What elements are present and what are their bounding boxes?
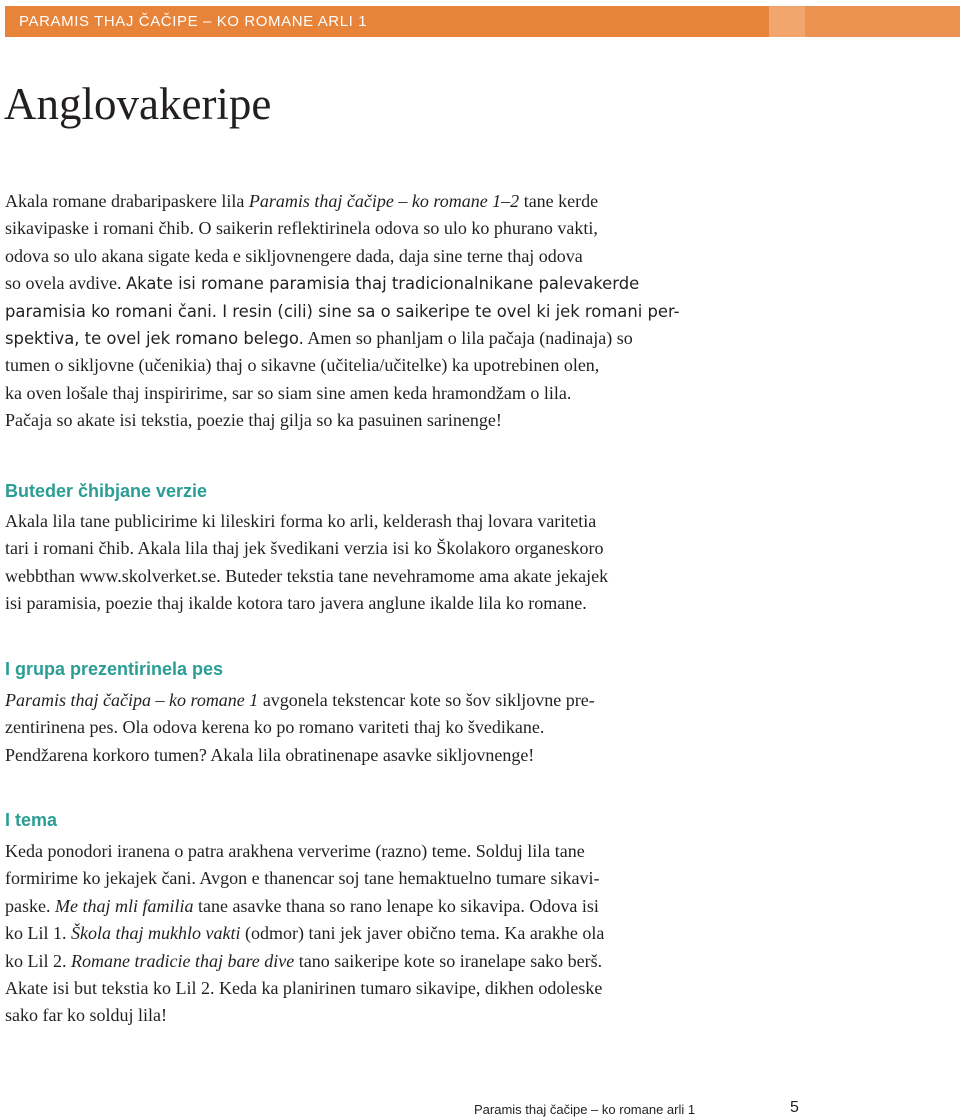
text-line: tari i romani čhib. Akala lila thaj jek švedikani verzia isi ko Školakoro organeskoro (5, 538, 604, 559)
page-title: Anglovakeripe (4, 79, 272, 129)
page-number: 5 (790, 1099, 799, 1116)
header-band (5, 6, 960, 37)
text-line: Keda ponodori iranena o patra arakhena ververime (razno) teme. Solduj lila tane (5, 841, 585, 861)
text-line: Akala lila tane publicirime ki lileskiri forma ko arli, kelderash thaj lovara varitetia (5, 511, 597, 531)
text-line: paramisia ko romani čani. I resin (cili) sine sa o saikeripe te ovel ki jek romani per- (5, 301, 680, 321)
text-line: isi paramisia, poezie thaj ikalde kotora taro javera anglune ikalde lila ko romane. (5, 593, 587, 614)
text-line: webbthan www.skolverket.se. Buteder tekstia tane nevehramome ama akate jekajek (5, 565, 609, 586)
text-line: odova so ulo akana sigate keda e sikljovnengere dada, daja sine terne thaj odova (5, 245, 583, 266)
header-running-title: PARAMIS THAJ ČAČIPE – KO ROMANE ARLI 1 (19, 13, 368, 30)
section-heading: I grupa prezentirinela pes (5, 659, 224, 679)
header-accent-block (769, 6, 805, 37)
header-accent-block (805, 6, 960, 37)
text-line: ko Lil 2. Romane tradicie thaj bare dive tano saikeripe kote so iranelape sako berš. (5, 950, 603, 971)
text-line: ko Lil 1. Škola thaj mukhlo vakti (odmor) tani jek javer obično tema. Ka arakhe ola (5, 923, 605, 944)
text-line: Pačaja so akate isi tekstia, poezie thaj gilja so ka pasuinen sarinenge! (5, 410, 502, 431)
text-line: tumen o sikljovne (učenikia) thaj o sikavne (učitelia/učitelke) ka upotrebinen olen, (5, 355, 600, 376)
text-line: Akate isi but tekstia ko Lil 2. Keda ka planirinen tumaro sikavipe, dikhen odoleske (5, 978, 603, 999)
section-paragraph (5, 838, 705, 1030)
text-line: sikavipaske i romani čhib. O saikerin reflektirinela odova so ulo ko phurano vakti, (5, 218, 598, 239)
text-line: Pendžarena korkoro tumen? Akala lila obratinenape asavke sikljovnenge! (5, 744, 535, 765)
text-line: zentirinena pes. Ola odova kerena ko po romano variteti thaj ko švedikane. (5, 717, 545, 738)
text-line: spektiva, te ovel jek romano belego. Amen so phanljam o lila pačaja (nadinaja) so (5, 328, 633, 349)
section-paragraph (5, 508, 705, 618)
text-line: sako far ko solduj lila! (5, 1005, 167, 1026)
intro-paragraph (5, 188, 705, 435)
text-line: Paramis thaj čačipa – ko romane 1 avgonela tekstencar kote so šov sikljovne pre- (5, 690, 595, 710)
section-heading: I tema (5, 810, 58, 830)
section-paragraph (5, 687, 705, 769)
text-line: Akala romane drabaripaskere lila Paramis thaj čačipe – ko romane 1–2 tane kerde (5, 191, 599, 211)
text-line: paske. Me thaj mli familia tane asavke thana so rano lenape ko sikavipa. Odova isi (5, 895, 599, 916)
footer-running-title: Paramis thaj čačipe – ko romane arli 1 (474, 1102, 696, 1117)
text-line: formirime ko jekajek čani. Avgon e thanencar soj tane hemaktuelno tumare sikavi- (5, 868, 600, 889)
text-line: ka oven lošale thaj inspiririme, sar so siam sine amen keda hramondžam o lila. (5, 382, 572, 403)
section-heading: Buteder čhibjane verzie (5, 481, 208, 501)
text-line: so ovela avdive. Akate isi romane paramisia thaj tradicionalnikane palevakerde (5, 273, 640, 294)
